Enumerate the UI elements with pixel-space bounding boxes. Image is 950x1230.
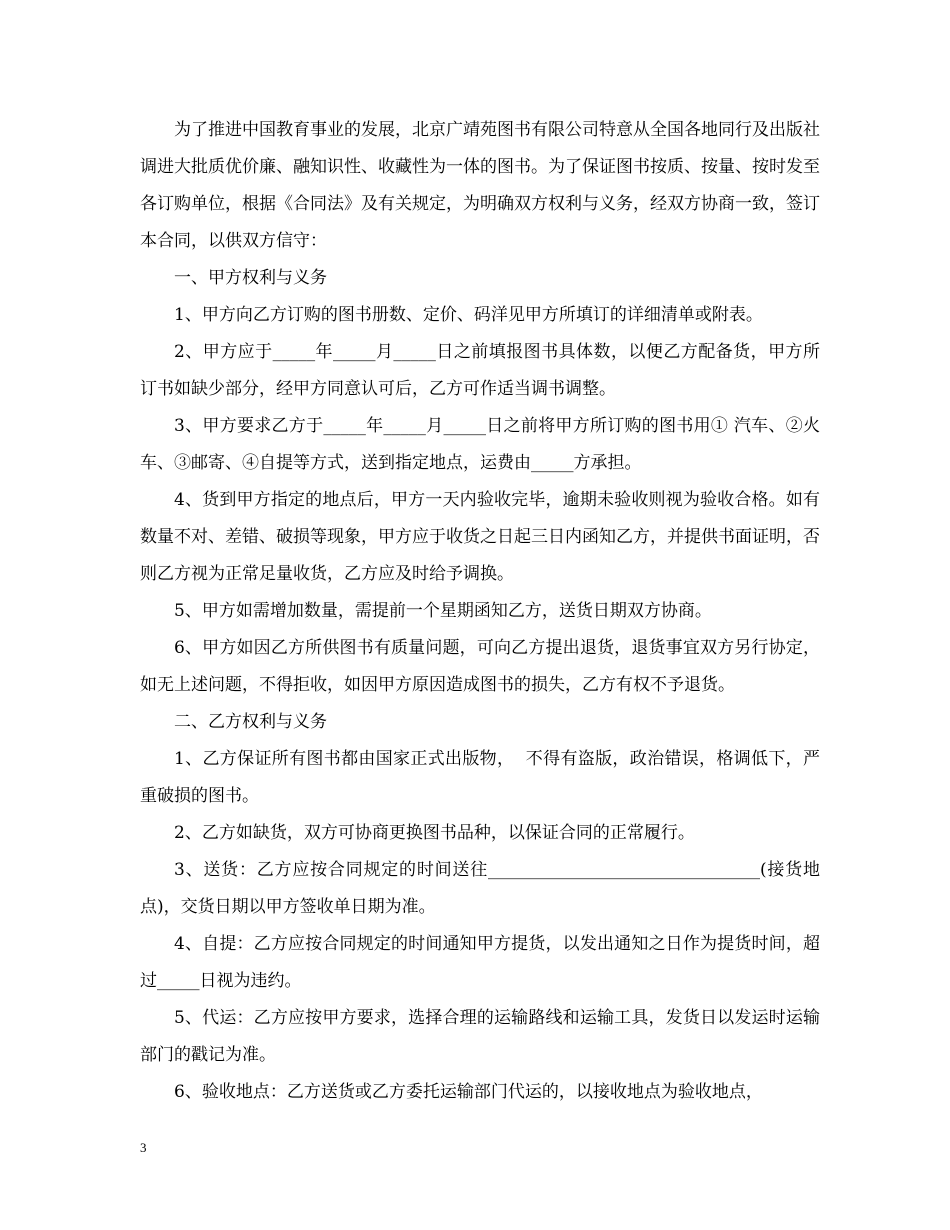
clause-b-1: 1、乙方保证所有图书都由国家正式出版物， 不得有盗版，政治错误，格调低下，严重破损的图书。 (140, 749, 820, 806)
clause-b-6: 6、验收地点：乙方送货或乙方委托运输部门代运的，以接收地点为验收地点， (174, 1082, 763, 1102)
clause-a-1: 1、甲方向乙方订购的图书册数、定价、码洋见甲方所填订的详细清单或附表。 (174, 305, 763, 325)
clause-b-4: 4、自提：乙方应按合同规定的时间通知甲方提货，以发出通知之日作为提货时间，超过_____日视为违约。 (140, 934, 820, 991)
clause-a-4: 4、货到甲方指定的地点后，甲方一天内验收完毕，逾期未验收则视为验收合格。如有数量不对、差错、破损等现象，甲方应于收货之日起三日内函知乙方，并提供书面证明，否则乙方视为正常足量收货，乙方应及时给予调换。 (140, 490, 820, 584)
clause-b-3: 3、送货：乙方应按合同规定的时间送往________________________________(接货地点)，交货日期以甲方签收单日期为准。 (140, 860, 820, 917)
clause-a-6: 6、甲方如因乙方所供图书有质量问题，可向乙方提出退货，退货事宜双方另行协定，如无上述问题，不得拒收，如因甲方原因造成图书的损失，乙方有权不予退货。 (140, 638, 820, 695)
clause-b-2: 2、乙方如缺货，双方可协商更换图书品种，以保证合同的正常履行。 (174, 823, 695, 843)
clause-a-2: 2、甲方应于_____年_____月_____日之前填报图书具体数，以便乙方配备货，甲方所订书如缺少部分，经甲方同意认可后，乙方可作适当调书调整。 (140, 342, 820, 399)
document-body (140, 112, 820, 1111)
clause-a-3: 3、甲方要求乙方于_____年_____月_____日之前将甲方所订购的图书用① 汽车、②火车、③邮寄、④自提等方式，送到指定地点，运费由_____方承担。 (140, 416, 820, 473)
section-heading-party-b: 二、乙方权利与义务 (174, 712, 327, 732)
clause-a-5: 5、甲方如需增加数量，需提前一个星期函知乙方，送货日期双方协商。 (174, 601, 712, 621)
page-number: 3 (140, 1140, 147, 1155)
clause-b-5: 5、代运：乙方应按甲方要求，选择合理的运输路线和运输工具，发货日以发运时运输部门的戳记为准。 (140, 1008, 820, 1065)
intro-paragraph: 为了推进中国教育事业的发展，北京广靖苑图书有限公司特意从全国各地同行及出版社调进大批质优价廉、融知识性、收藏性为一体的图书。为了保证图书按质、按量、按时发至各订购单位，根据《合同法》及有关规定，为明确双方权利与义务，经双方协商一致，签订本合同，以供双方信守： (140, 120, 820, 251)
section-heading-party-a: 一、甲方权利与义务 (174, 268, 327, 288)
